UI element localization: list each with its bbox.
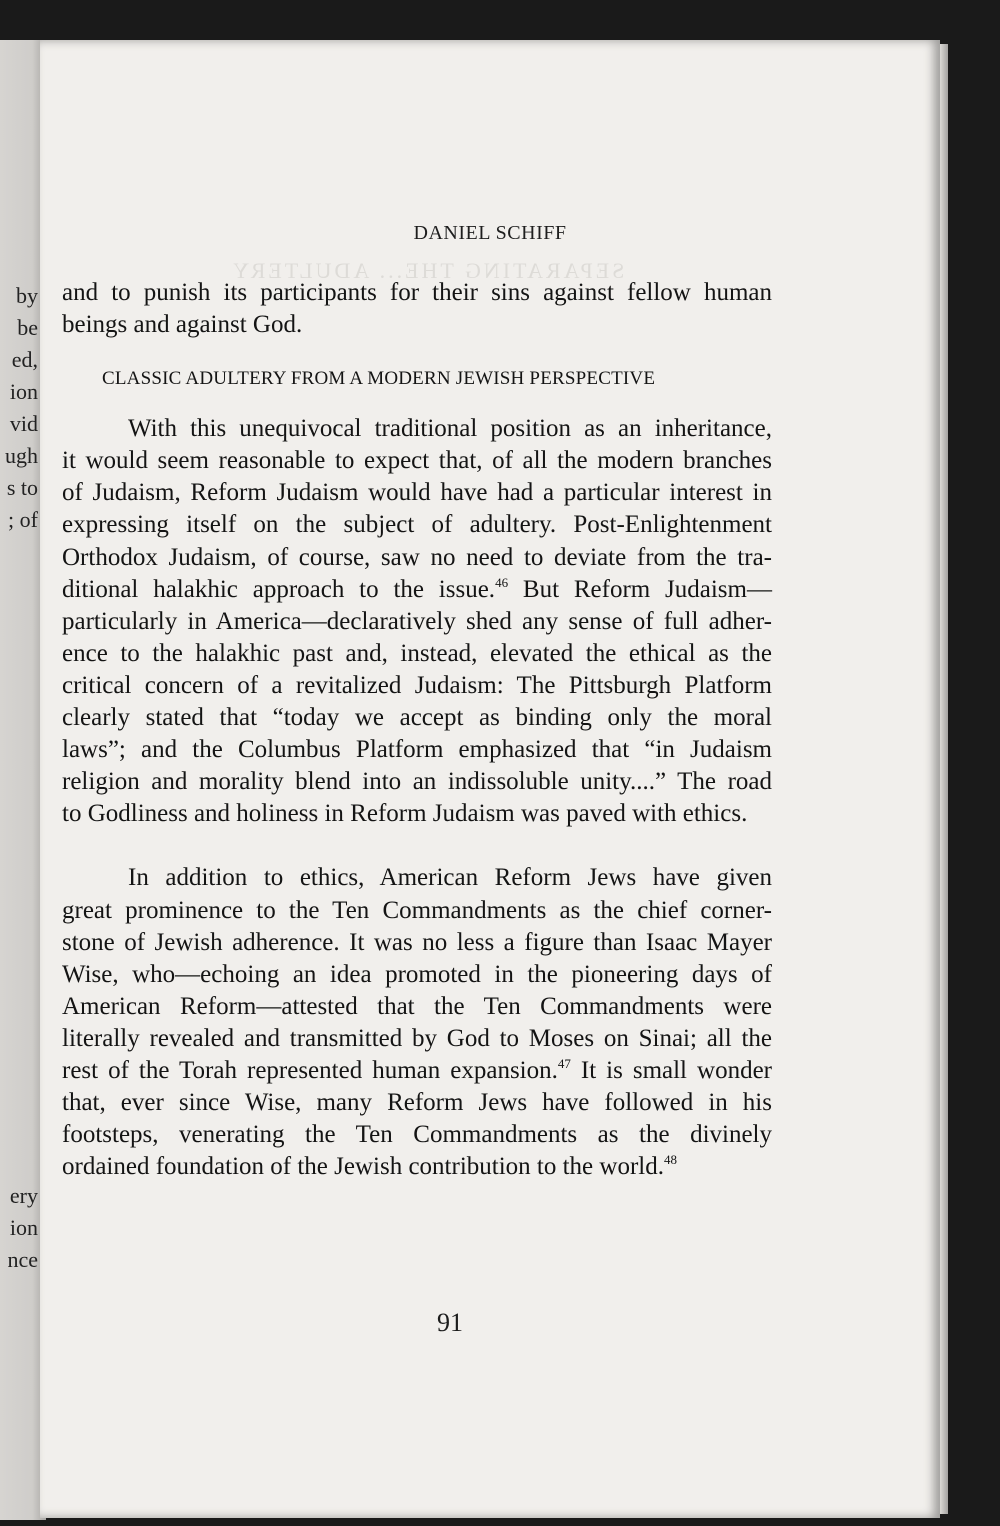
paragraph-continuation	[62, 277, 772, 341]
show-through-text: SEPARATING THE... ADULTERY	[230, 258, 625, 283]
text-line: footsteps, venerating the Ten Commandments as the divinely	[62, 1121, 772, 1149]
text-line: that, ever since Wise, many Reform Jews have followed in his	[62, 1089, 772, 1117]
page-stack-edge	[940, 44, 948, 1514]
text-line: religion and morality blend into an indissoluble unity....” The road	[62, 768, 772, 796]
text-line: literally revealed and transmitted by God to Moses on Sinai; all the	[62, 1024, 772, 1052]
text-line: expressing itself on the subject of adultery. Post-Enlightenment	[62, 511, 772, 539]
facing-page-text-fragments-bottom	[7, 1180, 38, 1276]
text-line: critical concern of a revitalized Judaism: The Pittsburgh Platform	[62, 671, 772, 699]
text-line: great prominence to the Ten Commandments as the chief corner-	[62, 896, 772, 924]
facing-fragment: s to	[6, 475, 38, 500]
text-line: ence to the halakhic past and, instead, elevated the ethical as the	[62, 639, 772, 667]
text-line: stone of Jewish adherence. It was no less a figure than Isaac Mayer	[62, 928, 772, 956]
text-line: to Godliness and holiness in Reform Judaism was paved with ethics.	[62, 800, 748, 828]
facing-fragment: ed,	[11, 347, 38, 372]
facing-fragment: be	[17, 315, 38, 340]
paragraph-gap	[62, 830, 772, 862]
text-line: clearly stated that “today we accept as binding only the moral	[62, 704, 772, 732]
text-line: With this unequivocal traditional position as an inheritance,	[128, 415, 772, 443]
text-segment: rest of the Torah represented human expansion.	[62, 1056, 558, 1084]
text-line: particularly in America—declaratively shed any sense of full adher-	[62, 607, 772, 635]
text-line: it would seem reasonable to expect that, of all the modern branches	[62, 447, 772, 475]
text-segment: ordained foundation of the Jewish contribution to the world.	[62, 1153, 664, 1181]
text-segment: It is small wonder	[570, 1056, 772, 1084]
text-segment: ditional halakhic approach to the issue.	[62, 575, 496, 603]
paragraph	[62, 862, 772, 1183]
footnote-marker: 48	[663, 1152, 677, 1168]
footnote-marker: 46	[495, 574, 509, 590]
text-line: and to punish its participants for their sins against fellow human	[62, 279, 772, 306]
text-line: of Judaism, Reform Judaism would have had a particular interest in	[62, 479, 772, 507]
facing-fragment: by	[16, 283, 38, 308]
facing-fragment: vid	[9, 411, 38, 436]
facing-page-text-fragments	[5, 280, 38, 536]
book-page	[40, 40, 940, 1518]
text-line: Wise, who—echoing an idea promoted in the pioneering days of	[62, 960, 772, 988]
page-number: 91	[437, 1308, 463, 1337]
text-line: laws”; and the Columbus Platform emphasized that “in Judaism	[62, 736, 772, 764]
page-body	[62, 277, 772, 1183]
text-line: Orthodox Judaism, of course, saw no need to deviate from the tra-	[62, 543, 772, 571]
text-line: In addition to ethics, American Reform Jews have given	[128, 864, 772, 892]
text-line-with-footnote	[62, 1055, 772, 1087]
paragraph	[62, 413, 772, 830]
running-head: DANIEL SCHIFF	[413, 222, 567, 244]
facing-fragment: nce	[7, 1247, 38, 1272]
text-segment: But Reform Judaism—	[508, 575, 772, 603]
text-line: American Reform—attested that the Ten Commandments were	[62, 992, 772, 1020]
footnote-marker: 47	[557, 1055, 571, 1071]
text-line-with-footnote	[62, 1151, 772, 1183]
facing-fragment: ugh	[5, 443, 38, 468]
facing-fragment: ery	[9, 1183, 38, 1208]
facing-fragment: ion	[9, 379, 38, 404]
facing-fragment: ; of	[8, 507, 38, 532]
section-heading: CLASSIC ADULTERY FROM A MODERN JEWISH PERSPECTIVE	[102, 368, 656, 390]
facing-fragment: ion	[9, 1215, 38, 1240]
text-line: beings and against God.	[62, 311, 303, 339]
text-line-with-footnote	[62, 574, 772, 606]
